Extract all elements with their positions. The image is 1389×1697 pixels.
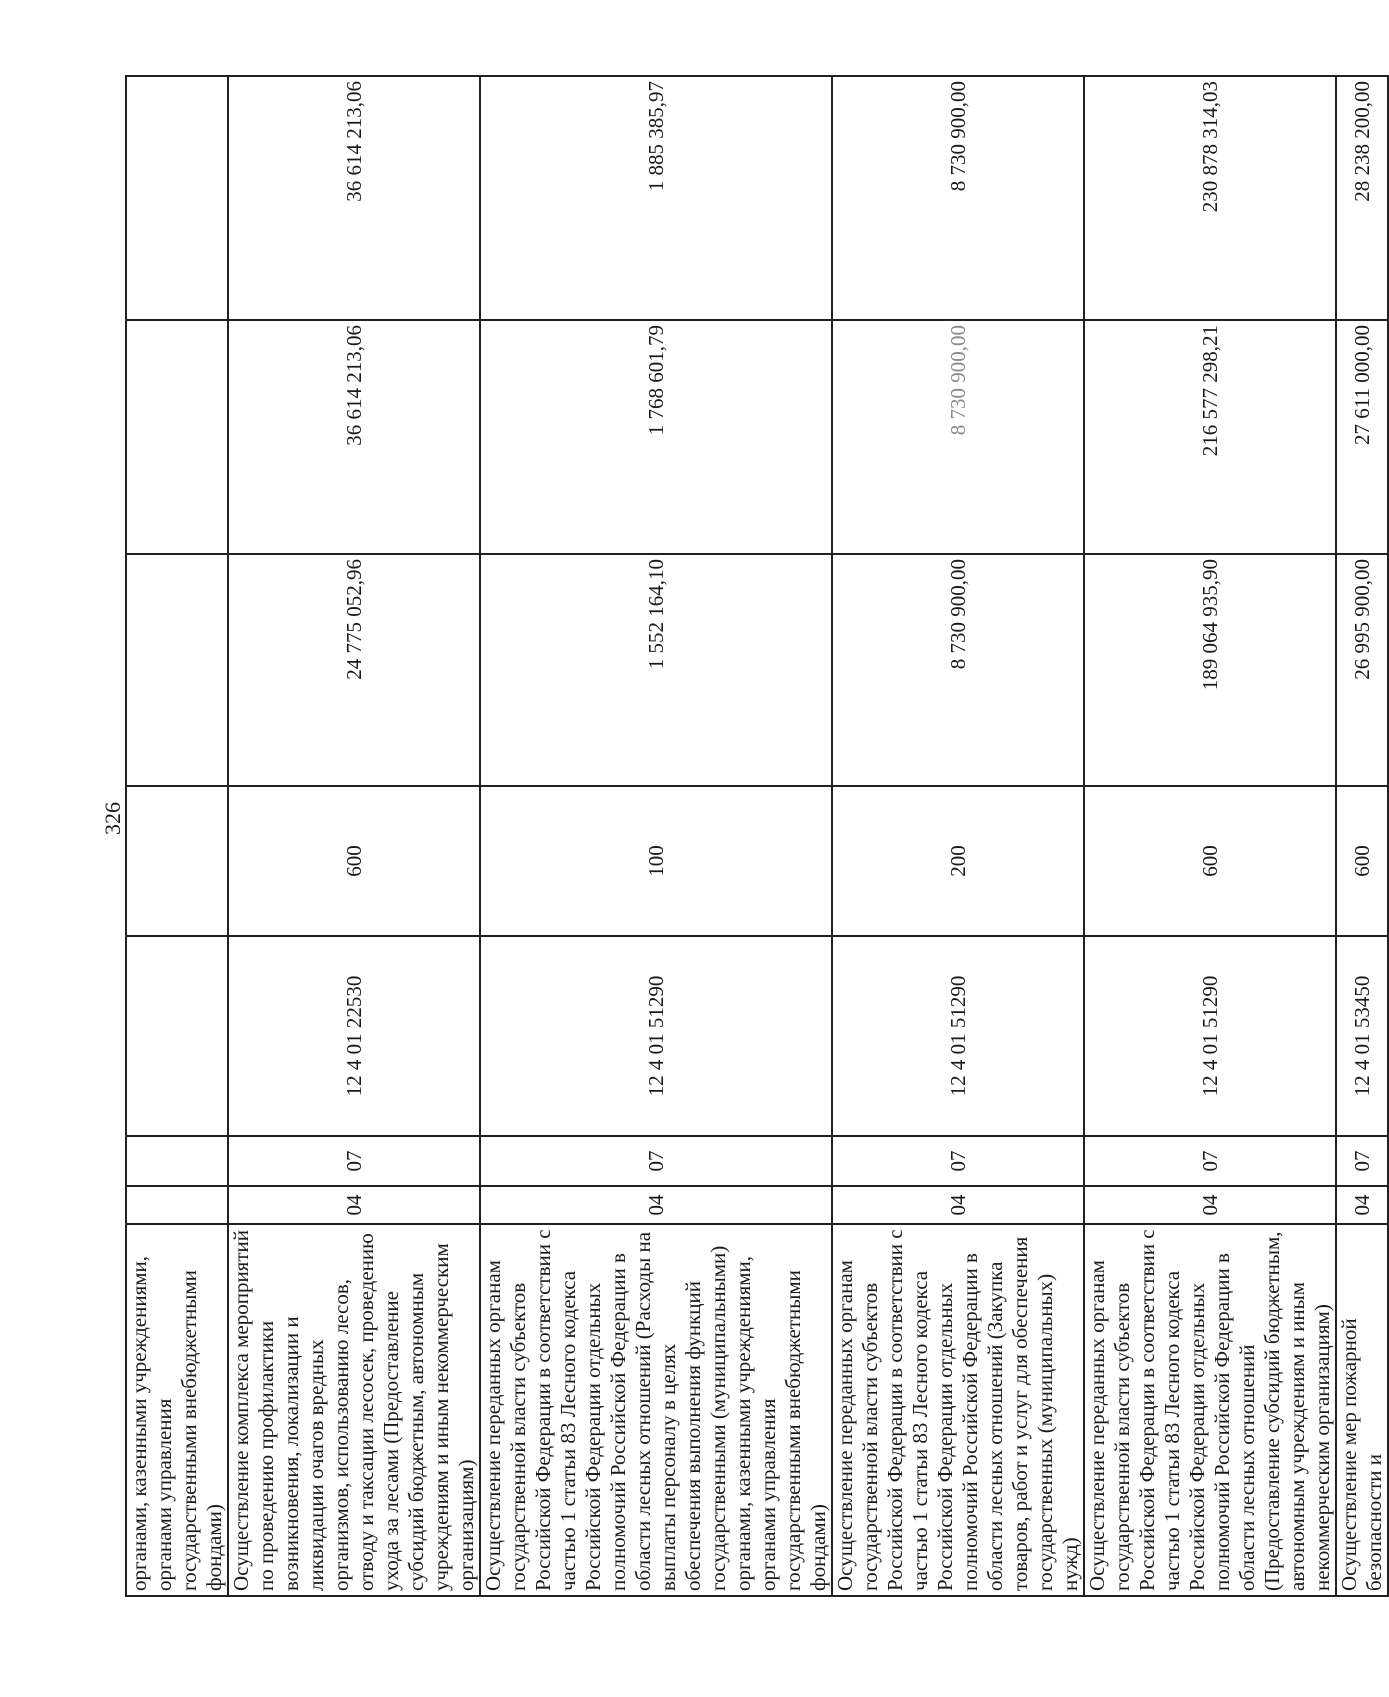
row-amount-3: 28 238 200,00 [1336,76,1388,320]
row-expense-type: 200 [832,786,1084,936]
row-section-code: 04 [832,1186,1084,1224]
row-target-article [126,936,228,1136]
row-amount-2: 8 730 900,00 [832,320,1084,554]
table-row [832,76,1084,1596]
row-amount-3: 8 730 900,00 [832,76,1084,320]
row-amount-1: 24 775 052,96 [228,554,480,786]
row-description: Осуществление комплекса мероприятий по проведению профилактики возникновения, локализации и ликвидации очагов вредных организмов, использованию лесов, отводу и таксации лесосек, проведению ухода за лесами (Предоставление субсидий бюджетным, автономным учреждениям и иным некоммерческим организациям) [228,1224,480,1596]
row-subsection-code: 07 [1084,1136,1336,1186]
row-amount-1: 189 064 935,90 [1084,554,1336,786]
row-amount-2: 36 614 213,06 [228,320,480,554]
row-target-article: 12 4 01 22530 [228,936,480,1136]
row-description: Осуществление переданных органам государственной власти субъектов Российской Федерации в соответствии с частью 1 статьи 83 Лесного кодекса Российской Федерации отдельных полномочий Российской Федерации в области лесных отношений (Предоставление субсидий бюджетным, автономным учреждениям и иным некоммерческим организациям) [1084,1224,1336,1596]
table-row [126,76,228,1596]
row-amount-1 [126,554,228,786]
row-amount-1: 26 995 900,00 [1336,554,1388,786]
row-subsection-code: 07 [1336,1136,1388,1186]
row-amount-1: 1 552 164,10 [480,554,832,786]
row-target-article: 12 4 01 51290 [832,936,1084,1136]
row-amount-1: 8 730 900,00 [832,554,1084,786]
row-expense-type [126,786,228,936]
page-number: 326 [100,802,125,835]
row-description: Осуществление переданных органам государственной власти субъектов Российской Федерации в соответствии с частью 1 статьи 83 Лесного кодекса Российской Федерации отдельных полномочий Российской Федерации в области лесных отношений (Расходы на выплаты персоналу в целях обеспечения выполнения функций государственными (муниципальными) органами, казенными учреждениями, органами управления государственными внебюджетными фондами) [480,1224,832,1596]
row-target-article: 12 4 01 51290 [480,936,832,1136]
row-expense-type: 100 [480,786,832,936]
row-section-code: 04 [228,1186,480,1224]
row-subsection-code: 07 [480,1136,832,1186]
budget-table [125,75,1389,1597]
row-amount-2: 216 577 298,21 [1084,320,1336,554]
row-description: Осуществление переданных органам государственной власти субъектов Российской Федерации в соответствии с частью 1 статьи 83 Лесного кодекса Российской Федерации отдельных полномочий Российской Федерации в области лесных отношений (Закупка товаров, работ и услуг для обеспечения государственных (муниципальных) нужд) [832,1224,1084,1596]
row-target-article: 12 4 01 53450 [1336,936,1388,1136]
row-amount-2: 27 611 000,00 [1336,320,1388,554]
table-row [1084,76,1336,1596]
row-description: органами, казенными учреждениями, органами управления государственными внебюджетными фондами) [126,1224,228,1596]
row-expense-type: 600 [1084,786,1336,936]
row-expense-type: 600 [228,786,480,936]
table-row [480,76,832,1596]
row-subsection-code: 07 [228,1136,480,1186]
row-amount-2 [126,320,228,554]
row-section-code: 04 [1336,1186,1388,1224]
row-subsection-code: 07 [832,1136,1084,1186]
row-subsection-code [126,1136,228,1186]
rotated-page-content [125,77,1386,1597]
row-amount-2: 1 768 601,79 [480,320,832,554]
row-amount-3 [126,76,228,320]
table-row [228,76,480,1596]
row-amount-3: 230 878 314,03 [1084,76,1336,320]
row-section-code: 04 [1084,1186,1336,1224]
table-row [1336,76,1388,1596]
row-amount-3: 1 885 385,97 [480,76,832,320]
row-description: Осуществление мер пожарной безопасности и [1336,1224,1388,1596]
row-section-code: 04 [480,1186,832,1224]
row-amount-3: 36 614 213,06 [228,76,480,320]
row-expense-type: 600 [1336,786,1388,936]
row-section-code [126,1186,228,1224]
row-target-article: 12 4 01 51290 [1084,936,1336,1136]
